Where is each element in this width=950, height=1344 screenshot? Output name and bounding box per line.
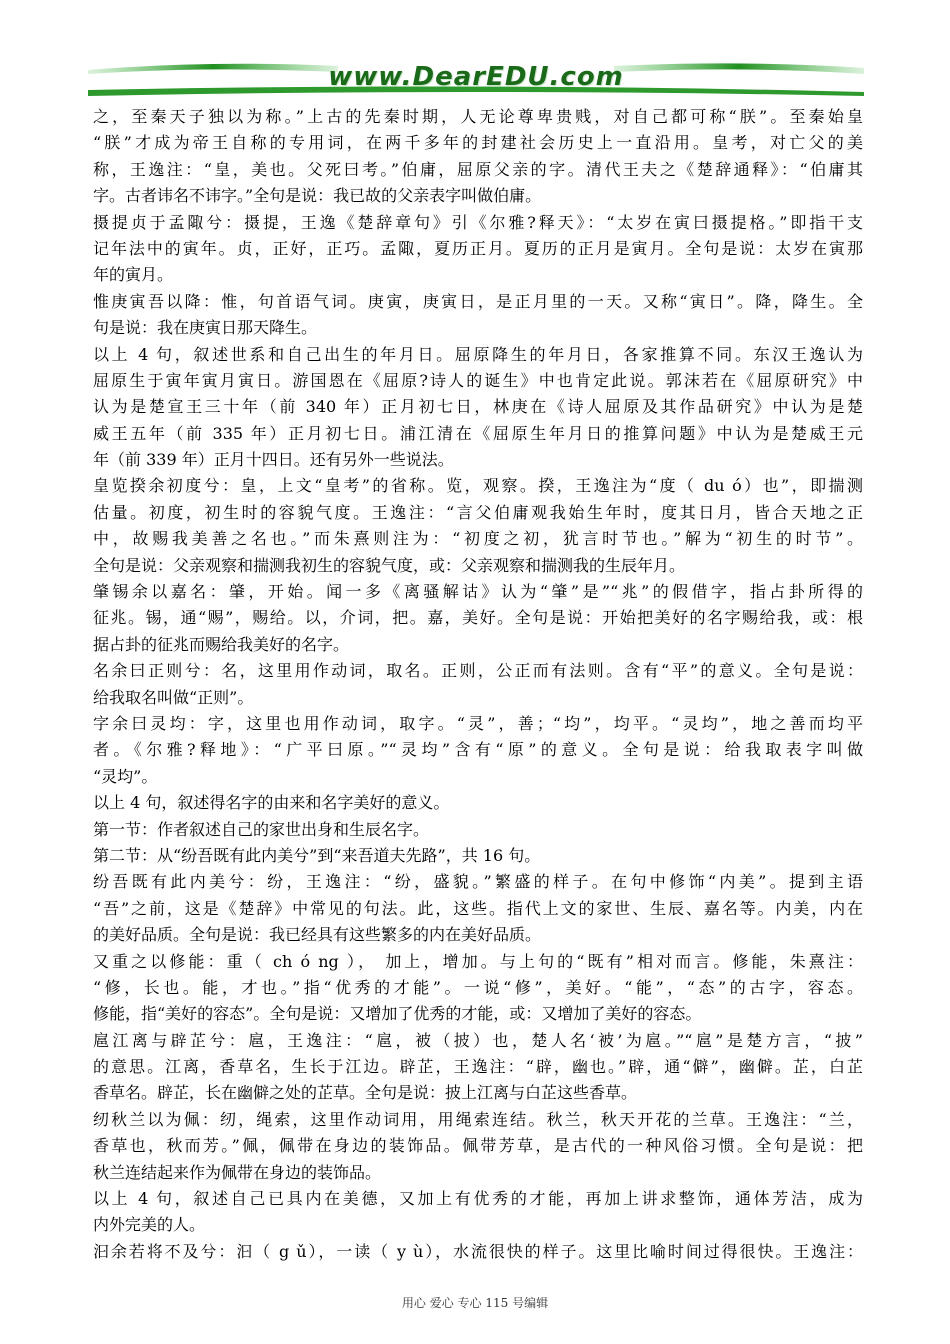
text-line: 据占卦的征兆而赐给我美好的名字。 [93,634,350,654]
text-line: 者。《尔雅?释地》：“广平曰原。”“灵均”含有“原”的意义。全句是说：给我取表字叫做 [93,740,863,760]
document-body [93,104,863,1265]
text-line: 认为是楚宣王三十年（前 340 年）正月初七日，林庚在《诗人屈原及其作品研究》中认为是楚 [93,397,863,417]
text-line: 扈江离与辟芷兮：扈，王逸注：“扈，被（披）也，楚人名‘被’为扈。”“扈”是楚方言，“披” [93,1030,863,1050]
text-line: 称，王逸注：“皇，美也。父死曰考。”伯庸，屈原父亲的字。清代王夫之《楚辞通释》：“伯庸其 [93,159,863,179]
text-line: 全句是说：父亲观察和揣测我初生的容貌气度，或：父亲观察和揣测我的生辰年月。 [93,555,686,575]
text-line: 第一节：作者叙述自己的家世出身和生辰名字。 [93,819,430,839]
text-line: 记年法中的寅年。贞，正好，正巧。孟陬，夏历正月。夏历的正月是寅月。全句是说：太岁在寅那 [93,238,863,258]
text-line: 皇览揆余初度兮：皇，上文“皇考”的省称。览，观察。揆，王逸注为“度（ du ó）也”，即揣测 [93,476,863,496]
text-line: 修能，指“美好的容态”。全句是说：又增加了优秀的才能，或：又增加了美好的容态。 [93,1004,702,1024]
text-line: 内外完美的人。 [93,1215,206,1235]
text-line: “灵均”。 [93,766,158,786]
text-line: 纷吾既有此内美兮：纷，王逸注：“纷，盛貌。”繁盛的样子。在句中修饰“内美”。提到主语 [93,872,863,892]
text-line: 字余曰灵均：字，这里也用作动词，取字。“灵”，善；“均”，均平。“灵均”，地之善而均平 [93,713,863,733]
text-line: 估量。初度，初生时的容貌气度。王逸注：“言父伯庸观我始生年时，度其日月，皆合天地之正 [93,502,863,522]
text-line: 秋兰连结起来作为佩带在身边的装饰品。 [93,1162,382,1182]
text-line: 的美好品质。全句是说：我已经具有这些繁多的内在美好品质。 [93,925,542,945]
text-line: “吾”之前，这是《楚辞》中常见的句法。此，这些。指代上文的家世、生辰、嘉名等。内美，内在 [93,898,863,918]
text-line: 名余曰正则兮：名，这里用作动词，取名。正则，公正而有法则。含有“平”的意义。全句是说： [93,661,863,681]
text-line: 征兆。锡，通“赐”，赐给。以，介词，把。嘉，美好。全句是说：开始把美好的名字赐给我，或：根 [93,608,863,628]
text-line: 之，至秦天子独以为称。”上古的先秦时期，人无论尊卑贵贱，对自己都可称“朕”。至秦始皇 [93,107,863,126]
text-line: 的意思。江离，香草名，生长于江边。辟芷，王逸注：“辟，幽也。”辟，通“僻”，幽僻。芷，白芷 [93,1057,863,1077]
text-line: “修，长也。能，才也。”指“优秀的才能”。一说“修”，美好。“能”，“态”的古字，容态。 [93,977,863,997]
text-line: 以上 4 句，叙述得名字的由来和名字美好的意义。 [93,793,450,813]
text-line: 惟庚寅吾以降：惟，句首语气词。庚寅，庚寅日，是正月里的一天。又称“寅日”。降，降生。全 [93,291,863,311]
site-logo[interactable]: www.DearEDU.com [328,62,624,92]
text-line: 以上 4 句，叙述自己已具内在美德，又加上有优秀的才能，再加上讲求整饰，通体芳洁，成为 [93,1189,863,1209]
text-line: 给我取名叫做“正则”。 [93,687,254,707]
text-line: 句是说：我在庚寅日那天降生。 [93,318,318,338]
text-line: 威王五年（前 335 年）正月初七日。浦江清在《屈原生年月日的推算问题》中认为是楚威王元 [93,423,863,443]
text-line: 又重之以修能：重（ ch ó ng ）， 加上，增加。与上句的“既有”相对而言。修能，朱熹注： [93,951,863,971]
text-line: 纫秋兰以为佩：纫，绳索，这里作动词用，用绳索连结。秋兰，秋天开花的兰草。王逸注：“兰， [93,1109,863,1129]
text-line: 以上 4 句，叙述世系和自己出生的年月日。屈原降生的年月日，各家推算不同。东汉王逸认为 [93,344,863,364]
text-line: 香草也，秋而芳。”佩，佩带在身边的装饰品。佩带芳草，是古代的一种风俗习惯。全句是说：把 [93,1136,863,1156]
text-line: 香草名。辟芷，长在幽僻之处的芷草。全句是说：披上江离与白芷这些香草。 [93,1083,638,1103]
text-line: 肇锡余以嘉名：肇，开始。闻一多《离骚解诂》认为“肇”是”“兆”的假借字，指占卦所得的 [93,582,863,602]
text-line: 字。古者讳名不讳字。”全句是说：我已故的父亲表字叫做伯庸。 [93,186,542,206]
page-footer: 用心 爱心 专心 115 号编辑 [401,1296,549,1310]
text-line: 中，故赐我美善之名也。”而朱熹则注为：“初度之初，犹言时节也。”解为“初生的时节”。 [93,529,863,549]
text-line: 汩余若将不及兮：汩（ g ǔ），一读（ y ù），水流很快的样子。这里比喻时间过得很快。王逸注： [93,1241,863,1261]
text-line: 屈原生于寅年寅月寅日。游国恩在《屈原?诗人的诞生》中也肯定此说。郭沫若在《屈原研究》中 [93,370,863,390]
text-line: 摄提贞于孟陬兮：摄提，王逸《楚辞章句》引《尔雅?释天》：“太岁在寅曰摄提格。”即指干支 [93,212,863,232]
text-line: “朕”才成为帝王自称的专用词，在两千多年的封建社会历史上一直沿用。皇考，对亡父的美 [93,133,863,153]
text-line: 年的寅月。 [93,265,174,285]
text-line: 年（前 339 年）正月十四日。还有另外一些说法。 [93,450,454,470]
site-header-banner [88,52,864,100]
text-line: 第二节：从“纷吾既有此内美兮”到“来吾道夫先路”，共 16 句。 [93,845,541,865]
